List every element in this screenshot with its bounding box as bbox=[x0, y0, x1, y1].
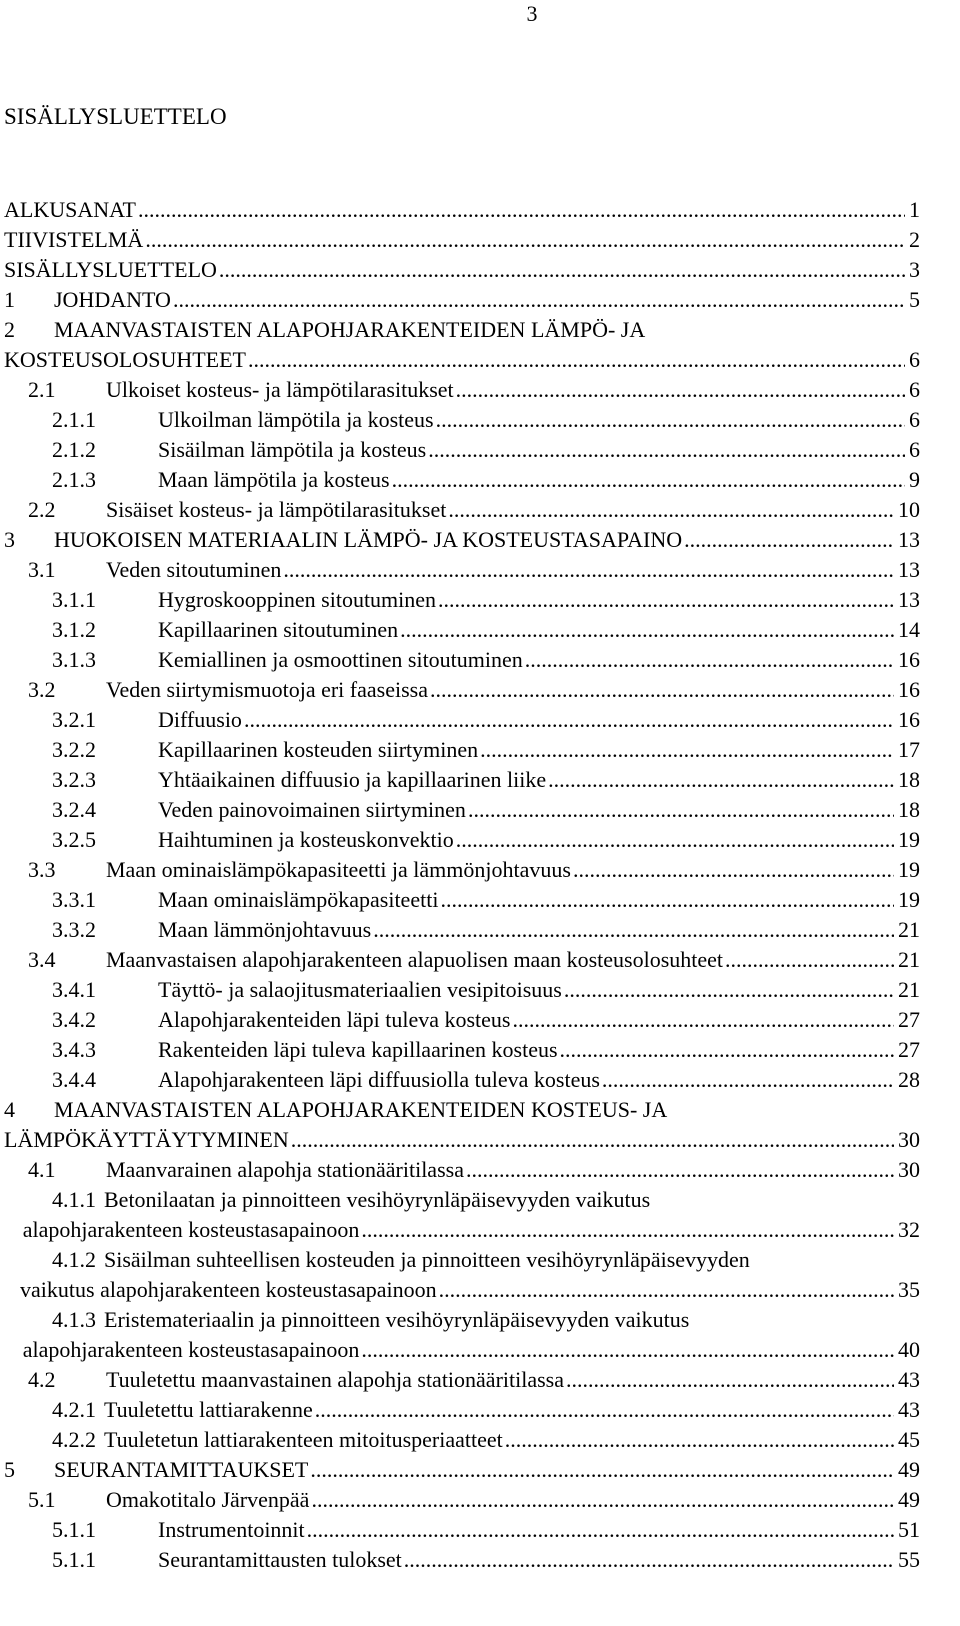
toc-entry-page: 55 bbox=[898, 1547, 920, 1572]
toc-entry[interactable] bbox=[4, 585, 920, 615]
toc-entry[interactable] bbox=[4, 1365, 920, 1395]
toc-entry[interactable] bbox=[4, 255, 920, 285]
toc-entry-title: Haihtuminen ja kosteuskonvektio bbox=[158, 827, 454, 852]
toc-entry[interactable] bbox=[4, 1155, 920, 1185]
toc-entry-title: Täyttö- ja salaojitusmateriaalien vesipitoisuus bbox=[158, 977, 562, 1002]
dot-leader bbox=[307, 1515, 894, 1545]
toc-entry-number: 3.1 bbox=[28, 557, 56, 582]
toc-entry[interactable] bbox=[4, 1215, 920, 1245]
toc-entry-title: MAANVASTAISTEN ALAPOHJARAKENTEIDEN KOSTEUS- JA bbox=[54, 1097, 668, 1122]
dot-leader bbox=[505, 1425, 894, 1455]
toc-entry-title: Maan lämpötila ja kosteus bbox=[158, 467, 390, 492]
toc-entry-number: 4.1.3 bbox=[52, 1307, 96, 1332]
toc-entry-number: 2.1 bbox=[28, 377, 56, 402]
toc-entry-number: 3.2.5 bbox=[52, 827, 96, 852]
dot-leader bbox=[248, 345, 905, 375]
toc-entry[interactable] bbox=[4, 615, 920, 645]
toc-entry-page: 32 bbox=[898, 1217, 920, 1242]
toc-entry[interactable] bbox=[4, 1095, 920, 1125]
toc-entry-number: 4.2.2 bbox=[52, 1427, 96, 1452]
toc-entry-title: Kemiallinen ja osmoottinen sitoutuminen bbox=[158, 647, 523, 672]
dot-leader bbox=[361, 1335, 894, 1365]
toc-entry-title: Tuuletetun lattiarakenteen mitoitusperiaatteet bbox=[104, 1427, 503, 1452]
dot-leader bbox=[219, 255, 905, 285]
toc-entry[interactable] bbox=[4, 1125, 920, 1155]
toc-entry-page: 27 bbox=[898, 1037, 920, 1062]
toc-entry-number: 3.4 bbox=[28, 947, 56, 972]
toc-entry-title: Kapillaarinen kosteuden siirtyminen bbox=[158, 737, 479, 762]
toc-entry-title: Ulkoiset kosteus- ja lämpötilarasitukset bbox=[106, 377, 454, 402]
dot-leader bbox=[291, 1125, 894, 1155]
toc-entry[interactable] bbox=[4, 465, 920, 495]
toc-entry-page: 5 bbox=[909, 287, 920, 312]
toc-entry-page: 16 bbox=[898, 677, 920, 702]
toc-entry-number: 1 bbox=[4, 287, 15, 312]
dot-leader bbox=[560, 1035, 894, 1065]
dot-leader bbox=[439, 1275, 894, 1305]
toc-entry-page: 13 bbox=[898, 557, 920, 582]
toc-entry-number: 3.3.2 bbox=[52, 917, 96, 942]
dot-leader bbox=[564, 975, 894, 1005]
toc-entry-number: 2.1.3 bbox=[52, 467, 96, 492]
toc-entry-number: 2.1.2 bbox=[52, 437, 96, 462]
toc-entry-page: 51 bbox=[898, 1517, 920, 1542]
toc-entry[interactable] bbox=[4, 345, 920, 375]
dot-leader bbox=[138, 195, 905, 225]
toc-entry-number: 4.1 bbox=[28, 1157, 56, 1182]
toc-entry-title: Maanvarainen alapohja stationääritilassa bbox=[106, 1157, 464, 1182]
dot-leader bbox=[404, 1545, 894, 1575]
toc-entry-title: TIIVISTELMÄ bbox=[4, 227, 144, 252]
toc-entry-page: 28 bbox=[898, 1067, 920, 1092]
dot-leader bbox=[456, 825, 894, 855]
toc-entry[interactable] bbox=[4, 1545, 920, 1575]
toc-entry-page: 6 bbox=[909, 347, 920, 372]
toc-entry[interactable] bbox=[4, 765, 920, 795]
toc-entry-number: 3.2 bbox=[28, 677, 56, 702]
toc-entry-page: 21 bbox=[898, 977, 920, 1002]
toc-entry[interactable] bbox=[4, 405, 920, 435]
toc-entry-number: 3.1.3 bbox=[52, 647, 96, 672]
dot-leader bbox=[438, 585, 894, 615]
toc-entry-number: 3.4.3 bbox=[52, 1037, 96, 1062]
toc-entry-page: 10 bbox=[898, 497, 920, 522]
toc-entry-page: 13 bbox=[898, 527, 920, 552]
dot-leader bbox=[430, 675, 894, 705]
dot-leader bbox=[456, 375, 905, 405]
toc-entry[interactable] bbox=[4, 705, 920, 735]
toc-entry[interactable] bbox=[4, 945, 920, 975]
toc-entry[interactable] bbox=[4, 975, 920, 1005]
toc-entry[interactable] bbox=[4, 645, 920, 675]
toc-entry[interactable] bbox=[4, 225, 920, 255]
toc-entry-page: 40 bbox=[898, 1337, 920, 1362]
toc-entry-page: 9 bbox=[909, 467, 920, 492]
toc-entry[interactable] bbox=[4, 1245, 920, 1275]
toc-entry-number: 3.4.2 bbox=[52, 1007, 96, 1032]
dot-leader bbox=[244, 705, 894, 735]
dot-leader bbox=[480, 735, 894, 765]
toc-entry-title: alapohjarakenteen kosteustasapainoon bbox=[22, 1337, 360, 1362]
dot-leader bbox=[448, 495, 894, 525]
toc-entry-number: 5 bbox=[4, 1457, 15, 1482]
toc-entry[interactable] bbox=[4, 675, 920, 705]
toc-entry-title: Rakenteiden läpi tuleva kapillaarinen kosteus bbox=[158, 1037, 558, 1062]
toc-entry[interactable] bbox=[4, 1305, 920, 1335]
toc-entry-title: Diffuusio bbox=[158, 707, 242, 732]
toc-entry[interactable] bbox=[4, 435, 920, 465]
dot-leader bbox=[310, 1455, 894, 1485]
toc-entry-number: 2 bbox=[4, 317, 15, 342]
dot-leader bbox=[466, 1155, 894, 1185]
toc-entry[interactable] bbox=[4, 375, 920, 405]
table-of-contents bbox=[4, 195, 920, 1575]
toc-entry-page: 17 bbox=[898, 737, 920, 762]
toc-entry[interactable] bbox=[4, 1065, 920, 1095]
toc-entry-page: 18 bbox=[898, 767, 920, 792]
toc-entry[interactable] bbox=[4, 795, 920, 825]
toc-entry-title: HUOKOISEN MATERIAALIN LÄMPÖ- JA KOSTEUSTASAPAINO bbox=[54, 527, 683, 552]
toc-entry-title: alapohjarakenteen kosteustasapainoon bbox=[22, 1217, 360, 1242]
toc-entry-page: 21 bbox=[898, 947, 920, 972]
dot-leader bbox=[436, 405, 905, 435]
toc-entry-title: SISÄLLYSLUETTELO bbox=[4, 257, 217, 282]
toc-entry-page: 30 bbox=[898, 1157, 920, 1182]
toc-entry-number: 3.1.1 bbox=[52, 587, 96, 612]
toc-entry[interactable] bbox=[4, 1395, 920, 1425]
toc-entry-title: Tuuletettu maanvastainen alapohja stationääritilassa bbox=[106, 1367, 565, 1392]
toc-entry-number: 4 bbox=[4, 1097, 15, 1122]
toc-entry-title: vaikutus alapohjarakenteen kosteustasapainoon bbox=[20, 1277, 437, 1302]
toc-entry-title: Betonilaatan ja pinnoitteen vesihöyrynläpäisevyyden vaikutus bbox=[104, 1187, 651, 1212]
toc-entry-title: LÄMPÖKÄYTTÄYTYMINEN bbox=[4, 1127, 289, 1152]
toc-entry-number: 3 bbox=[4, 527, 15, 552]
dot-leader bbox=[513, 1005, 895, 1035]
toc-entry[interactable] bbox=[4, 1275, 920, 1305]
toc-entry[interactable] bbox=[4, 825, 920, 855]
toc-entry-page: 49 bbox=[898, 1487, 920, 1512]
toc-entry[interactable] bbox=[4, 1425, 920, 1455]
toc-entry-title: Tuuletettu lattiarakenne bbox=[104, 1397, 313, 1422]
toc-entry-number: 4.1.2 bbox=[52, 1247, 96, 1272]
toc-entry-number: 4.1.1 bbox=[52, 1187, 96, 1212]
toc-entry-page: 3 bbox=[909, 257, 920, 282]
dot-leader bbox=[440, 885, 894, 915]
toc-entry-number: 3.3.1 bbox=[52, 887, 96, 912]
toc-entry[interactable] bbox=[4, 525, 920, 555]
toc-entry-title: ALKUSANAT bbox=[4, 197, 136, 222]
toc-entry-page: 6 bbox=[909, 377, 920, 402]
toc-entry-number: 3.2.1 bbox=[52, 707, 96, 732]
toc-entry-page: 30 bbox=[898, 1127, 920, 1152]
toc-entry-page: 19 bbox=[898, 827, 920, 852]
toc-entry-page: 43 bbox=[898, 1397, 920, 1422]
toc-entry[interactable] bbox=[4, 315, 920, 345]
toc-entry-page: 13 bbox=[898, 587, 920, 612]
toc-entry-page: 27 bbox=[898, 1007, 920, 1032]
toc-entry[interactable] bbox=[4, 1185, 920, 1215]
toc-entry-number: 2.2 bbox=[28, 497, 56, 522]
toc-entry-page: 21 bbox=[898, 917, 920, 942]
dot-leader bbox=[725, 945, 894, 975]
toc-entry-number: 3.3 bbox=[28, 857, 56, 882]
toc-entry-page: 16 bbox=[898, 647, 920, 672]
dot-leader bbox=[573, 855, 894, 885]
toc-entry-title: Sisäilman suhteellisen kosteuden ja pinnoitteen vesihöyrynläpäisevyyden bbox=[104, 1247, 750, 1272]
toc-entry-title: Kapillaarinen sitoutuminen bbox=[158, 617, 399, 642]
dot-leader bbox=[525, 645, 894, 675]
toc-entry-number: 3.2.3 bbox=[52, 767, 96, 792]
toc-entry-page: 1 bbox=[909, 197, 920, 222]
toc-entry-page: 45 bbox=[898, 1427, 920, 1452]
toc-entry-page: 19 bbox=[898, 857, 920, 882]
toc-entry-page: 16 bbox=[898, 707, 920, 732]
toc-entry[interactable] bbox=[4, 1035, 920, 1065]
toc-entry-title: Sisäiset kosteus- ja lämpötilarasitukset bbox=[106, 497, 447, 522]
toc-entry-page: 49 bbox=[898, 1457, 920, 1482]
toc-entry[interactable] bbox=[4, 495, 920, 525]
toc-entry-title: Veden siirtymismuotoja eri faaseissa bbox=[106, 677, 428, 702]
toc-entry-page: 14 bbox=[898, 617, 920, 642]
toc-entry-number: 5.1 bbox=[28, 1487, 56, 1512]
toc-entry[interactable] bbox=[4, 1005, 920, 1035]
toc-entry-number: 3.4.1 bbox=[52, 977, 96, 1002]
toc-entry[interactable] bbox=[4, 1485, 920, 1515]
toc-entry-page: 35 bbox=[898, 1277, 920, 1302]
dot-leader bbox=[400, 615, 894, 645]
dot-leader bbox=[392, 465, 905, 495]
dot-leader bbox=[602, 1065, 894, 1095]
dot-leader bbox=[315, 1395, 894, 1425]
dot-leader bbox=[361, 1215, 894, 1245]
toc-entry-title: Veden sitoutuminen bbox=[106, 557, 282, 582]
toc-entry-title: Yhtäaikainen diffuusio ja kapillaarinen liike bbox=[158, 767, 547, 792]
dot-leader bbox=[145, 225, 905, 255]
toc-entry[interactable] bbox=[4, 855, 920, 885]
toc-entry-page: 18 bbox=[898, 797, 920, 822]
toc-entry-title: Maan lämmönjohtavuus bbox=[158, 917, 372, 942]
toc-entry-page: 43 bbox=[898, 1367, 920, 1392]
page-number: 3 bbox=[526, 1, 538, 26]
dot-leader bbox=[428, 435, 905, 465]
toc-entry-title: Alapohjarakenteiden läpi tuleva kosteus bbox=[158, 1007, 511, 1032]
dot-leader bbox=[566, 1365, 894, 1395]
page-title: SISÄLLYSLUETTELO bbox=[4, 104, 227, 129]
toc-entry-title: Seurantamittausten tulokset bbox=[158, 1547, 402, 1572]
toc-entry-page: 2 bbox=[909, 227, 920, 252]
toc-entry-title: Hygroskooppinen sitoutuminen bbox=[158, 587, 437, 612]
dot-leader bbox=[468, 795, 894, 825]
dot-leader bbox=[311, 1485, 894, 1515]
toc-entry-title: Veden painovoimainen siirtyminen bbox=[158, 797, 466, 822]
toc-entry-number: 4.2.1 bbox=[52, 1397, 96, 1422]
toc-entry-title: Maan ominaislämpökapasiteetti bbox=[158, 887, 439, 912]
toc-entry-title: Alapohjarakenteen läpi diffuusiolla tuleva kosteus bbox=[158, 1067, 600, 1092]
toc-entry[interactable] bbox=[4, 285, 920, 315]
toc-entry[interactable] bbox=[4, 885, 920, 915]
toc-entry[interactable] bbox=[4, 555, 920, 585]
toc-entry-title: Eristemateriaalin ja pinnoitteen vesihöyrynläpäisevyyden vaikutus bbox=[104, 1307, 690, 1332]
toc-entry[interactable] bbox=[4, 915, 920, 945]
toc-entry-number: 3.2.4 bbox=[52, 797, 96, 822]
toc-entry-title: MAANVASTAISTEN ALAPOHJARAKENTEIDEN LÄMPÖ- JA bbox=[54, 317, 646, 342]
toc-entry[interactable] bbox=[4, 735, 920, 765]
toc-entry-title: KOSTEUSOLOSUHTEET bbox=[4, 347, 246, 372]
toc-entry-title: Instrumentoinnit bbox=[158, 1517, 305, 1542]
toc-entry[interactable] bbox=[4, 1515, 920, 1545]
toc-entry-title: Maan ominaislämpökapasiteetti ja lämmönjohtavuus bbox=[106, 857, 571, 882]
toc-entry-page: 6 bbox=[909, 407, 920, 432]
toc-entry-number: 3.2.2 bbox=[52, 737, 96, 762]
toc-entry-page: 6 bbox=[909, 437, 920, 462]
toc-entry[interactable] bbox=[4, 195, 920, 225]
toc-entry-number: 2.1.1 bbox=[52, 407, 96, 432]
toc-entry-page: 19 bbox=[898, 887, 920, 912]
toc-entry-number: 3.1.2 bbox=[52, 617, 96, 642]
toc-entry-title: JOHDANTO bbox=[54, 287, 171, 312]
toc-entry-title: Maanvastaisen alapohjarakenteen alapuolisen maan kosteusolosuhteet bbox=[106, 947, 724, 972]
toc-entry-title: Sisäilman lämpötila ja kosteus bbox=[158, 437, 427, 462]
dot-leader bbox=[173, 285, 905, 315]
dot-leader bbox=[373, 915, 894, 945]
dot-leader bbox=[283, 555, 894, 585]
dot-leader bbox=[684, 525, 894, 555]
dot-leader bbox=[548, 765, 894, 795]
toc-entry-title: Ulkoilman lämpötila ja kosteus bbox=[158, 407, 434, 432]
toc-entry-number: 4.2 bbox=[28, 1367, 56, 1392]
toc-entry-title: Omakotitalo Järvenpää bbox=[106, 1487, 310, 1512]
toc-entry-number: 5.1.1 bbox=[52, 1517, 96, 1542]
toc-entry-title: SEURANTAMITTAUKSET bbox=[54, 1457, 309, 1482]
toc-entry[interactable] bbox=[4, 1455, 920, 1485]
toc-entry[interactable] bbox=[4, 1335, 920, 1365]
toc-entry-number: 3.4.4 bbox=[52, 1067, 96, 1092]
toc-entry-number: 5.1.1 bbox=[52, 1547, 96, 1572]
